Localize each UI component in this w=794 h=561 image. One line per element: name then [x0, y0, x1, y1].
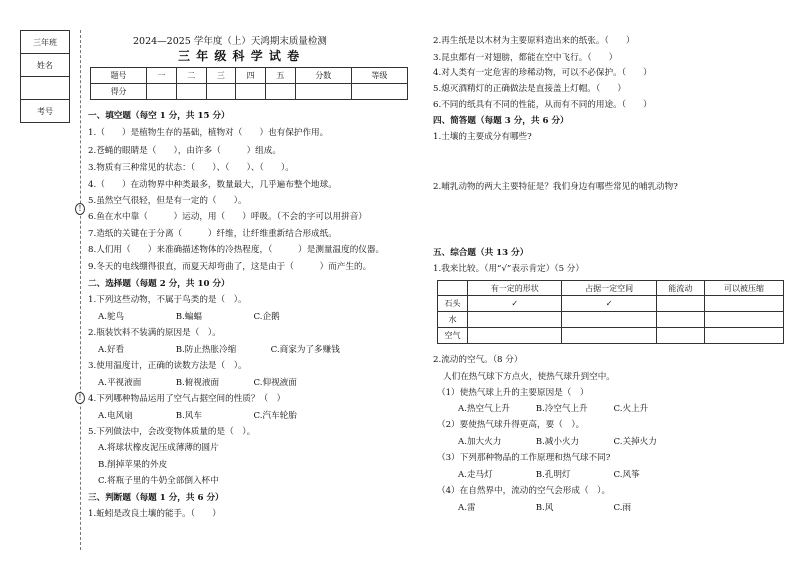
question-line: 4.下列哪种物品运用了空气占据空间的性质？（ ）: [88, 394, 286, 404]
compare-cell: [562, 328, 656, 344]
name-cell: 姓名: [21, 54, 70, 77]
score-cell: [295, 84, 351, 100]
question-line: （4）在自然界中，流动的空气会形成（ ）。: [437, 486, 611, 496]
question-line: 2.再生纸是以木材为主要原料造出来的纸张。（ ）: [433, 36, 635, 46]
compare-cell: [656, 312, 704, 328]
question-line: （3）下列那种物品的工作原理和热气球不同?: [437, 453, 611, 463]
compare-cell: [468, 312, 562, 328]
section-heading: 四、简答题（每题 3 分，共 6 分）: [433, 116, 569, 126]
score-cell: [236, 84, 266, 100]
question-line: 2.哺乳动物的两大主要特征是？我们身边有哪些常见的哺乳动物?: [433, 182, 678, 192]
score-header: 一: [147, 68, 177, 84]
compare-row-label: 水: [438, 312, 468, 328]
compare-cell: [704, 312, 783, 328]
question-line: 5.下列做法中，会改变物体质量的是（ ）。: [88, 427, 256, 437]
question-line: 5.虽然空气很轻，但是有一定的（ ）。: [88, 196, 247, 206]
answer-options: A.热空气上升 B.冷空气上升 C.火上升: [458, 404, 649, 414]
answer-options: A.好看 B.防止热胀冷缩 C.商家为了多赚钱: [98, 345, 340, 355]
question-line: （2）要使热气球升得更高，要（ ）。: [437, 420, 585, 430]
question-line: 7.造纸的关键在于分离（ ）纤维，让纤维重新结合形成纸。: [88, 229, 337, 239]
exam-title: 2024—2025 学年度（上）天鸿期末质量检测: [133, 36, 327, 47]
compare-row-label: 石头: [438, 296, 468, 312]
question-line: 6.鱼在水中靠（ ）运动，用（ ）呼吸。（不会的字可以用拼音）: [88, 212, 367, 222]
answer-options: A.鸵鸟 B.蝙蝠 C.企鹅: [98, 312, 280, 322]
answer-option: B.削掉苹果的外皮: [98, 460, 168, 470]
compare-cell: [704, 328, 783, 344]
question-line: 1.蚯蚓是改良土壤的能手。（ ）: [88, 509, 221, 519]
score-cell: [351, 84, 407, 100]
score-header: 题号: [91, 68, 147, 84]
binding-mark: !: [75, 392, 85, 404]
question-line: 1.土壤的主要成分有哪些?: [433, 132, 532, 142]
score-header: 三: [206, 68, 236, 84]
score-header: 四: [236, 68, 266, 84]
answer-option: A.将球状橡皮泥压成薄薄的圆片: [98, 443, 219, 453]
score-cell: [266, 84, 296, 100]
blank-cell: [21, 77, 70, 100]
compare-cell: [562, 312, 656, 328]
compare-header: 有一定的形状: [468, 281, 562, 296]
student-info-table: [20, 30, 70, 123]
question-line: 1.（ ）是植物生存的基础，植物对（ ）也有保护作用。: [88, 128, 329, 138]
compare-cell: [704, 296, 783, 312]
question-line: 2.瓶装饮料不装满的原因是（ ）。: [88, 328, 221, 338]
answer-options: A.雷 B.风 C.雨: [458, 503, 632, 513]
compare-cell: [656, 296, 704, 312]
answer-options: A.平视液面 B.俯视液面 C.仰视液面: [98, 378, 297, 388]
section-heading: 二、选择题（每题 2 分，共 10 分）: [88, 279, 230, 289]
compare-header: [438, 281, 468, 296]
question-line: 2.苍蝇的眼睛是（ ），由许多（ ）组成。: [88, 146, 281, 156]
compare-row-label: 空气: [438, 328, 468, 344]
compare-table: [437, 280, 784, 344]
compare-header: 可以被压缩: [704, 281, 783, 296]
score-cell: 得分: [91, 84, 147, 100]
question-line: 3.昆虫都有一对翅膀，都能在空中飞行。（ ）: [433, 53, 618, 63]
score-cell: [147, 84, 177, 100]
score-cell: [176, 84, 206, 100]
section-heading: 三、判断题（每题 1 分，共 6 分）: [88, 493, 224, 503]
score-header: 分数: [295, 68, 351, 84]
question-line: 9.冬天的电线绷得很直，而夏天却弯曲了，这是由于（ ）而产生的。: [88, 262, 372, 272]
question-line: 3.物质有三种常见的状态：（ ）、（ ）、（ ）。: [88, 163, 294, 173]
answer-option: C.将瓶子里的牛奶全部倒入杯中: [98, 476, 219, 486]
exam-number-cell: 考号: [21, 100, 70, 123]
question-line: 6.不同的纸具有不同的性能，从而有不同的用途。（ ）: [433, 100, 652, 110]
answer-options: A.加大火力 B.减小火力 C.关掉火力: [458, 437, 657, 447]
score-header: 五: [266, 68, 296, 84]
compare-cell: [656, 328, 704, 344]
answer-options: A.走马灯 B.孔明灯 C.风筝: [458, 470, 640, 480]
check-mark: ✓: [562, 296, 656, 312]
compare-header: 占据一定空间: [562, 281, 656, 296]
score-cell: [206, 84, 236, 100]
compare-header: 能流动: [656, 281, 704, 296]
score-header: 等级: [351, 68, 407, 84]
compare-cell: [468, 328, 562, 344]
check-mark: ✓: [468, 296, 562, 312]
question-line: 2.流动的空气。（8 分）: [433, 355, 523, 365]
binding-mark: !: [75, 203, 85, 215]
section-heading: 一、填空题（每空 1 分，共 15 分）: [88, 111, 230, 121]
question-line: 人们在热气球下方点火，使热气球升到空中。: [443, 372, 615, 382]
score-table: [90, 67, 408, 100]
binding-line: [80, 30, 81, 550]
question-line: 4.（ ）在动物界中种类最多，数量最大，几乎遍布整个地球。: [88, 180, 337, 190]
question-line: 5.熄灭酒精灯的正确做法是直接盖上灯帽。（ ）: [433, 84, 626, 94]
question-line: 4.对人类有一定危害的珍稀动物，可以不必保护。（ ）: [433, 68, 652, 78]
question-line: 1.下列这些动物，不属于鸟类的是（ ）。: [88, 295, 247, 305]
section-heading: 五、综合题（共 13 分）: [433, 248, 529, 258]
class-cell: 三年班: [21, 31, 70, 54]
exam-subtitle: 三 年 级 科 学 试 卷: [178, 49, 301, 63]
question-line: （1）使热气球上升的主要原因是（ ）: [437, 388, 589, 398]
question-line: 1.我来比较。（用“√”表示肯定）（5 分）: [433, 264, 584, 274]
question-line: 8.人们用（ ）来准确描述物体的冷热程度，（ ）是测量温度的仪器。: [88, 245, 385, 255]
question-line: 3.使用温度计，正确的读数方法是（ ）。: [88, 361, 247, 371]
answer-options: A.电风扇 B.风车 C.汽车轮胎: [98, 411, 297, 421]
score-header: 二: [176, 68, 206, 84]
